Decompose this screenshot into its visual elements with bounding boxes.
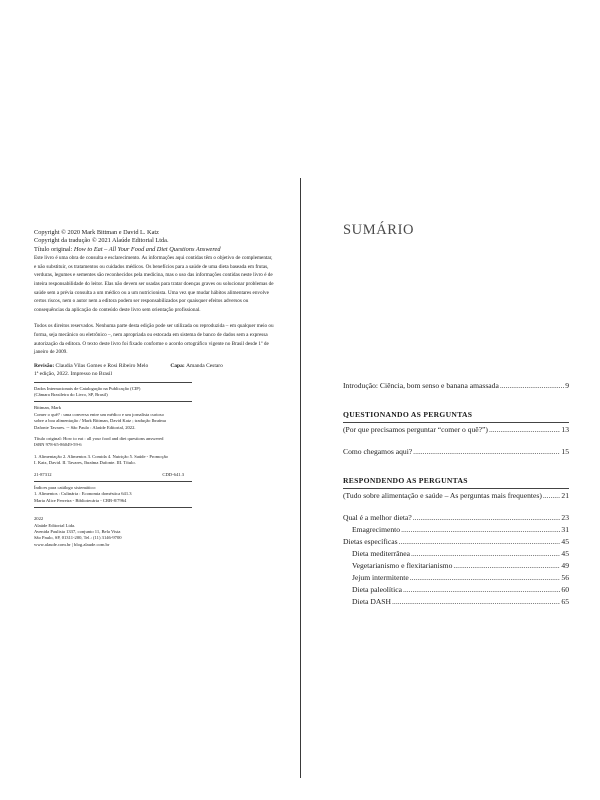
toc-entry-page: 15 <box>561 447 569 456</box>
toc-entry-page: 45 <box>561 549 569 558</box>
index-line: Índices para catálogo sistemático: <box>34 485 97 491</box>
leader-dots <box>411 548 560 560</box>
cip-code-right: CDD-641.3 <box>162 471 184 477</box>
cip-line: Título original: How to eat : all your food and diet questions answered <box>34 436 164 441</box>
publisher-line: 2022 <box>34 516 44 522</box>
cip-codes <box>34 472 184 478</box>
toc-entry-page: 31 <box>561 525 569 534</box>
toc-entry-emagrecimento[interactable] <box>343 524 569 536</box>
leader-dots <box>403 584 560 596</box>
cover-label: Capa: <box>170 362 187 369</box>
toc-entry-page: 13 <box>561 425 569 434</box>
original-title-line <box>34 246 274 254</box>
toc-entry-part1[interactable] <box>343 424 569 436</box>
toc-entry-title: Dieta mediterrânea <box>352 549 410 558</box>
credits-line <box>34 362 274 370</box>
toc-entry-intro[interactable] <box>343 380 569 392</box>
toc-entry-jejum-intermitente[interactable] <box>343 572 569 584</box>
toc-entry-title: (Tudo sobre alimentação e saúde – As perguntas mais frequentes) <box>343 491 542 500</box>
copyright-block <box>34 229 274 548</box>
toc-entry-page: 21 <box>561 491 569 500</box>
leader-dots <box>453 560 560 572</box>
leader-dots <box>489 424 560 436</box>
leader-dots <box>500 380 564 392</box>
cip-line: Dafonte Tavares. -- São Paulo : Alaúde Editorial, 2022. <box>34 424 136 430</box>
credits <box>34 362 274 379</box>
toc-entry-title: Dietas específicas <box>343 537 398 546</box>
toc-entry-dieta-dash[interactable] <box>343 596 569 608</box>
leader-dots <box>392 596 560 608</box>
toc-entry-dieta-mediterranea[interactable] <box>343 548 569 560</box>
edition-line: 1ª edição, 2022. Impresso no Brasil <box>34 371 113 378</box>
cip-line: sobre a boa alimentação / Mark Bittman, David Katz ; tradução Ibraíma <box>34 418 166 424</box>
toc-entry-dieta-paleolitica[interactable] <box>343 584 569 596</box>
toc-entry-page: 45 <box>561 537 569 546</box>
cip-code-left: 21-87312 <box>34 471 52 477</box>
toc-entry-title: Como chegamos aqui? <box>343 447 413 456</box>
publisher-line: www.alaude.com.br | blog.alaude.com.br <box>34 541 110 547</box>
toc-entry-page: 9 <box>565 381 569 390</box>
rights-text: Todos os direitos reservados. Nenhuma parte desta edição pode ser utilizada ou reproduzida – em qualquer meio ou forma, seja mecânico ou eletrônico –, nem apropriada ou estocada em sistema de banco de dados sem a expressa autorização da editora. O texto deste livro foi fixado conforme o acordo ortográfico vigente no Brasil desde 1º de janeiro de 2009. <box>34 323 274 356</box>
cip-header-1: Dados Internacionais de Catalogação na Publicação (CIP) <box>34 385 141 391</box>
cip-mid-rule <box>34 401 192 402</box>
index-line: 1. Alimentos : Culinária : Economia doméstica 641.3 <box>34 491 132 497</box>
toc-entry-dietas-especificas[interactable] <box>343 536 569 548</box>
part-heading-2: RESPONDENDO AS PERGUNTAS <box>343 476 468 485</box>
cip-bottom-rule <box>34 507 192 508</box>
toc-entry-page: 65 <box>561 597 569 606</box>
toc-entry-melhor-dieta[interactable] <box>343 512 569 524</box>
translation-copyright-line: Copyright da tradução © 2021 Alaúde Editorial Ltda. <box>34 237 169 245</box>
toc-entry-title: Qual é a melhor dieta? <box>343 513 412 522</box>
cip-line: Bittman, Mark <box>34 405 62 411</box>
original-title: How to Eat – All Your Food and Diet Questions Answered <box>73 245 221 253</box>
toc-entry-title: Vegetarianismo e flexitarianismo <box>352 561 453 570</box>
leader-dots <box>410 572 561 584</box>
cip-line: Comer o quê? : uma conversa entre um médico e um jornalista curioso <box>34 411 164 417</box>
original-title-label: Título original: <box>34 245 74 253</box>
cip-header-2: (Câmara Brasileira do Livro, SP, Brasil) <box>34 391 108 397</box>
part-rule-1 <box>343 422 569 423</box>
disclaimer-text: Este livro é uma obra de consulta e esclarecimento. As informações aqui contidas têm o objetivo de complementar, e não substituir, os tratamentos ou cuidados médicos. Os benefícios para a saúde de uma dieta baseada em frutas, verduras, legumes e sementes são reconhecidos pela medicina, mas o uso das informações contidas neste livro é de inteira responsabilidade do leitor. Elas não devem ser usadas para tratar doenças graves ou solucionar problemas de saúde sem a prévia consulta a um médico ou a um nutricionista. Uma vez que mudar hábitos alimentares envolve certos riscos, nem o autor nem a editora podem ser responsabilizados por quaisquer efeitos adversos ou consequências da aplicação do conteúdo deste livro sem orientação profissional. <box>34 255 274 313</box>
review-label: Revisão: <box>34 362 56 369</box>
toc-entry-page: 23 <box>561 513 569 522</box>
toc-entry-title: Introdução: Ciência, bom senso e banana amassada <box>343 381 499 390</box>
leader-dots <box>399 536 561 548</box>
toc-entry-page: 60 <box>561 585 569 594</box>
part-heading-1: QUESTIONANDO AS PERGUNTAS <box>343 410 473 419</box>
cip-line: I. Katz, David. II. Tavares, Ibraíma Dafonte. III. Título. <box>34 460 136 466</box>
right-page <box>301 0 600 800</box>
part-rule-2 <box>343 488 569 489</box>
cip-top-rule <box>34 382 192 383</box>
publisher-line: Alaúde Editorial Ltda. <box>34 522 76 528</box>
cip-line: ISBN 978-65-86049-59-6 <box>34 442 82 448</box>
toc-entry-title: Jejum intermitente <box>352 573 409 582</box>
toc-entry-title: Dieta DASH <box>352 597 392 606</box>
index-line: Maria Alice Ferreira - Bibliotecária - CRB-8/7964 <box>34 497 127 503</box>
toc-entry-title: Emagrecimento <box>352 525 401 534</box>
cip-line: 1. Alimentação 2. Alimentos 3. Comida 4. Nutrição 5. Saúde - Promoção <box>34 453 168 459</box>
cip-index-rule <box>34 481 192 482</box>
toc-entry-page: 49 <box>561 561 569 570</box>
publisher-line: Avenida Paulista 1337, conjunto 11, Bela Vista <box>34 529 121 535</box>
table-of-contents <box>343 380 569 608</box>
publisher-line: São Paulo, SP, 01311-200, Tel.: (11) 3146-9700 <box>34 535 122 541</box>
review-value: Claudia Vilas Gomes e Rosi Ribeiro Melo <box>55 362 149 369</box>
cover-value: Amanda Cestaro <box>186 362 223 369</box>
toc-title: SUMÁRIO <box>343 222 415 238</box>
leader-dots <box>413 446 560 458</box>
copyright-line: Copyright © 2020 Mark Bittman e David L. Katz <box>34 229 159 236</box>
toc-entry-title: Dieta paleolítica <box>352 585 402 594</box>
toc-entry-como-chegamos[interactable] <box>343 446 569 458</box>
toc-entry-part2[interactable] <box>343 490 569 502</box>
toc-entry-title: (Por que precisamos perguntar “comer o quê?”) <box>343 425 488 434</box>
toc-entry-page: 56 <box>561 573 569 582</box>
leader-dots <box>543 490 561 502</box>
leader-dots <box>413 512 561 524</box>
leader-dots <box>401 524 560 536</box>
toc-entry-vegetarianismo[interactable] <box>343 560 569 572</box>
